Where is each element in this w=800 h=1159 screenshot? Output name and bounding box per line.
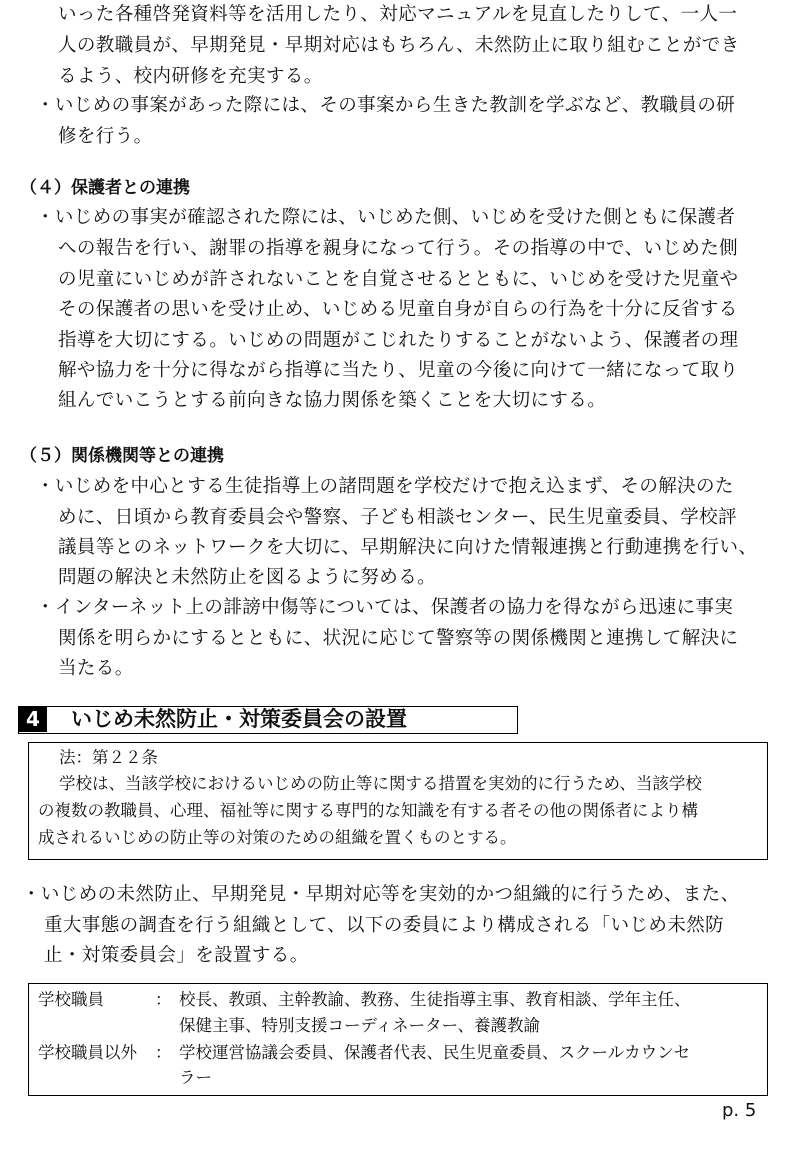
- internet-line-2: 関係を明らかにするとともに、状況に応じて警察等の関係機関と連携して解決に: [58, 628, 739, 649]
- page-number: p. 5: [722, 1100, 757, 1121]
- staff-label: 学校職員: [38, 990, 104, 1009]
- law-article-box: [28, 742, 768, 860]
- staff-members-line-2: 保健主事、特別支援コーディネーター、養護教諭: [179, 1016, 541, 1035]
- staff-colon: ：: [155, 990, 172, 1009]
- committee-line-2: 重大事態の調査を行う組織として、以下の委員により構成される「いじめ未然防: [44, 915, 725, 936]
- guardians-line-1: ・いじめの事実が確認された際には、いじめた側、いじめを受けた側ともに保護者: [36, 207, 736, 228]
- staff-members-line-1: 校長、教頭、主幹教諭、教務、生徒指導主事、教育相談、学年主任、: [179, 990, 691, 1009]
- guardians-line-3: の児童にいじめが許されないことを自覚させるとともに、いじめを受けた児童や: [58, 269, 739, 290]
- section-number-badge: 4: [19, 707, 47, 732]
- committee-line-1: ・いじめの未然防止、早期発見・早期対応等を実効的かつ組織的に行うため、また、: [22, 884, 740, 905]
- internet-line-1: ・インターネット上の誹謗中傷等については、保護者の協力を得ながら迅速に事実: [36, 597, 734, 618]
- guardians-line-6: 解や協力を十分に得ながら指導に当たり、児童の今後に向けて一緒になって取り: [58, 360, 739, 381]
- guardians-line-7: 組んでいこうとする前向きな協力関係を築くことを大切にする。: [58, 390, 607, 411]
- heading-guardians: （４）保護者との連携: [20, 178, 190, 198]
- law-label: 法：第２２条: [59, 748, 158, 767]
- heading-agencies: （５）関係機関等との連携: [20, 446, 224, 466]
- committee-line-3: 止・対策委員会」を設置する。: [44, 945, 309, 966]
- section-4-header: [18, 706, 518, 734]
- agencies-line-2: めに、日頃から教育委員会や警察、子ども相談センター、民生児童委員、学校評: [58, 507, 737, 528]
- section-4-title: いじめ未然防止・対策委員会の設置: [71, 707, 407, 731]
- intro-line-3: るよう、校内研修を充実する。: [58, 66, 323, 87]
- other-members-line-1: 学校運営協議会委員、保護者代表、民生児童委員、スクールカウンセ: [179, 1043, 691, 1062]
- law-line-1: 学校は、当該学校におけるいじめの防止等に関する措置を実効的に行うため、当該学校: [59, 774, 702, 793]
- other-label: 学校職員以外: [38, 1043, 137, 1062]
- other-members-line-2: ラー: [179, 1068, 212, 1087]
- agencies-line-3: 議員等とのネットワークを大切に、早期解決に向けた情報連携と行動連携を行い、: [58, 537, 758, 558]
- internet-line-3: 当たる。: [58, 658, 134, 679]
- guardians-line-2: への報告を行い、謝罪の指導を親身になって行う。その指導の中で、いじめた側: [58, 238, 739, 259]
- agencies-line-4: 問題の解決と未然防止を図るように努める。: [58, 567, 437, 588]
- law-line-2: の複数の教職員、心理、福祉等に関する専門的な知識を有する者その他の関係者により構: [38, 801, 698, 820]
- other-colon: ：: [155, 1043, 172, 1062]
- law-line-3: 成されるいじめの防止等の対策のための組織を置くものとする。: [38, 828, 517, 847]
- training-bullet-line-1: ・いじめの事案があった際には、その事案から生きた教訓を学ぶなど、教職員の研: [36, 95, 736, 116]
- intro-line-2: 人の教職員が、早期発見・早期対応はもちろん、未然防止に取り組むことができ: [58, 35, 740, 56]
- guardians-line-5: 指導を大切にする。いじめの問題がこじれたりすることがないよう、保護者の理: [58, 330, 739, 351]
- committee-members-box: [28, 983, 768, 1096]
- guardians-line-4: その保護者の思いを受け止め、いじめる児童自身が自らの行為を十分に反省する: [58, 299, 738, 320]
- agencies-line-1: ・いじめを中心とする生徒指導上の諸問題を学校だけで抱え込まず、その解決のた: [36, 476, 734, 497]
- training-bullet-line-2: 修を行う。: [58, 126, 153, 147]
- intro-line-1: いった各種啓発資料等を活用したり、対応マニュアルを見直したりして、一人一: [58, 4, 738, 25]
